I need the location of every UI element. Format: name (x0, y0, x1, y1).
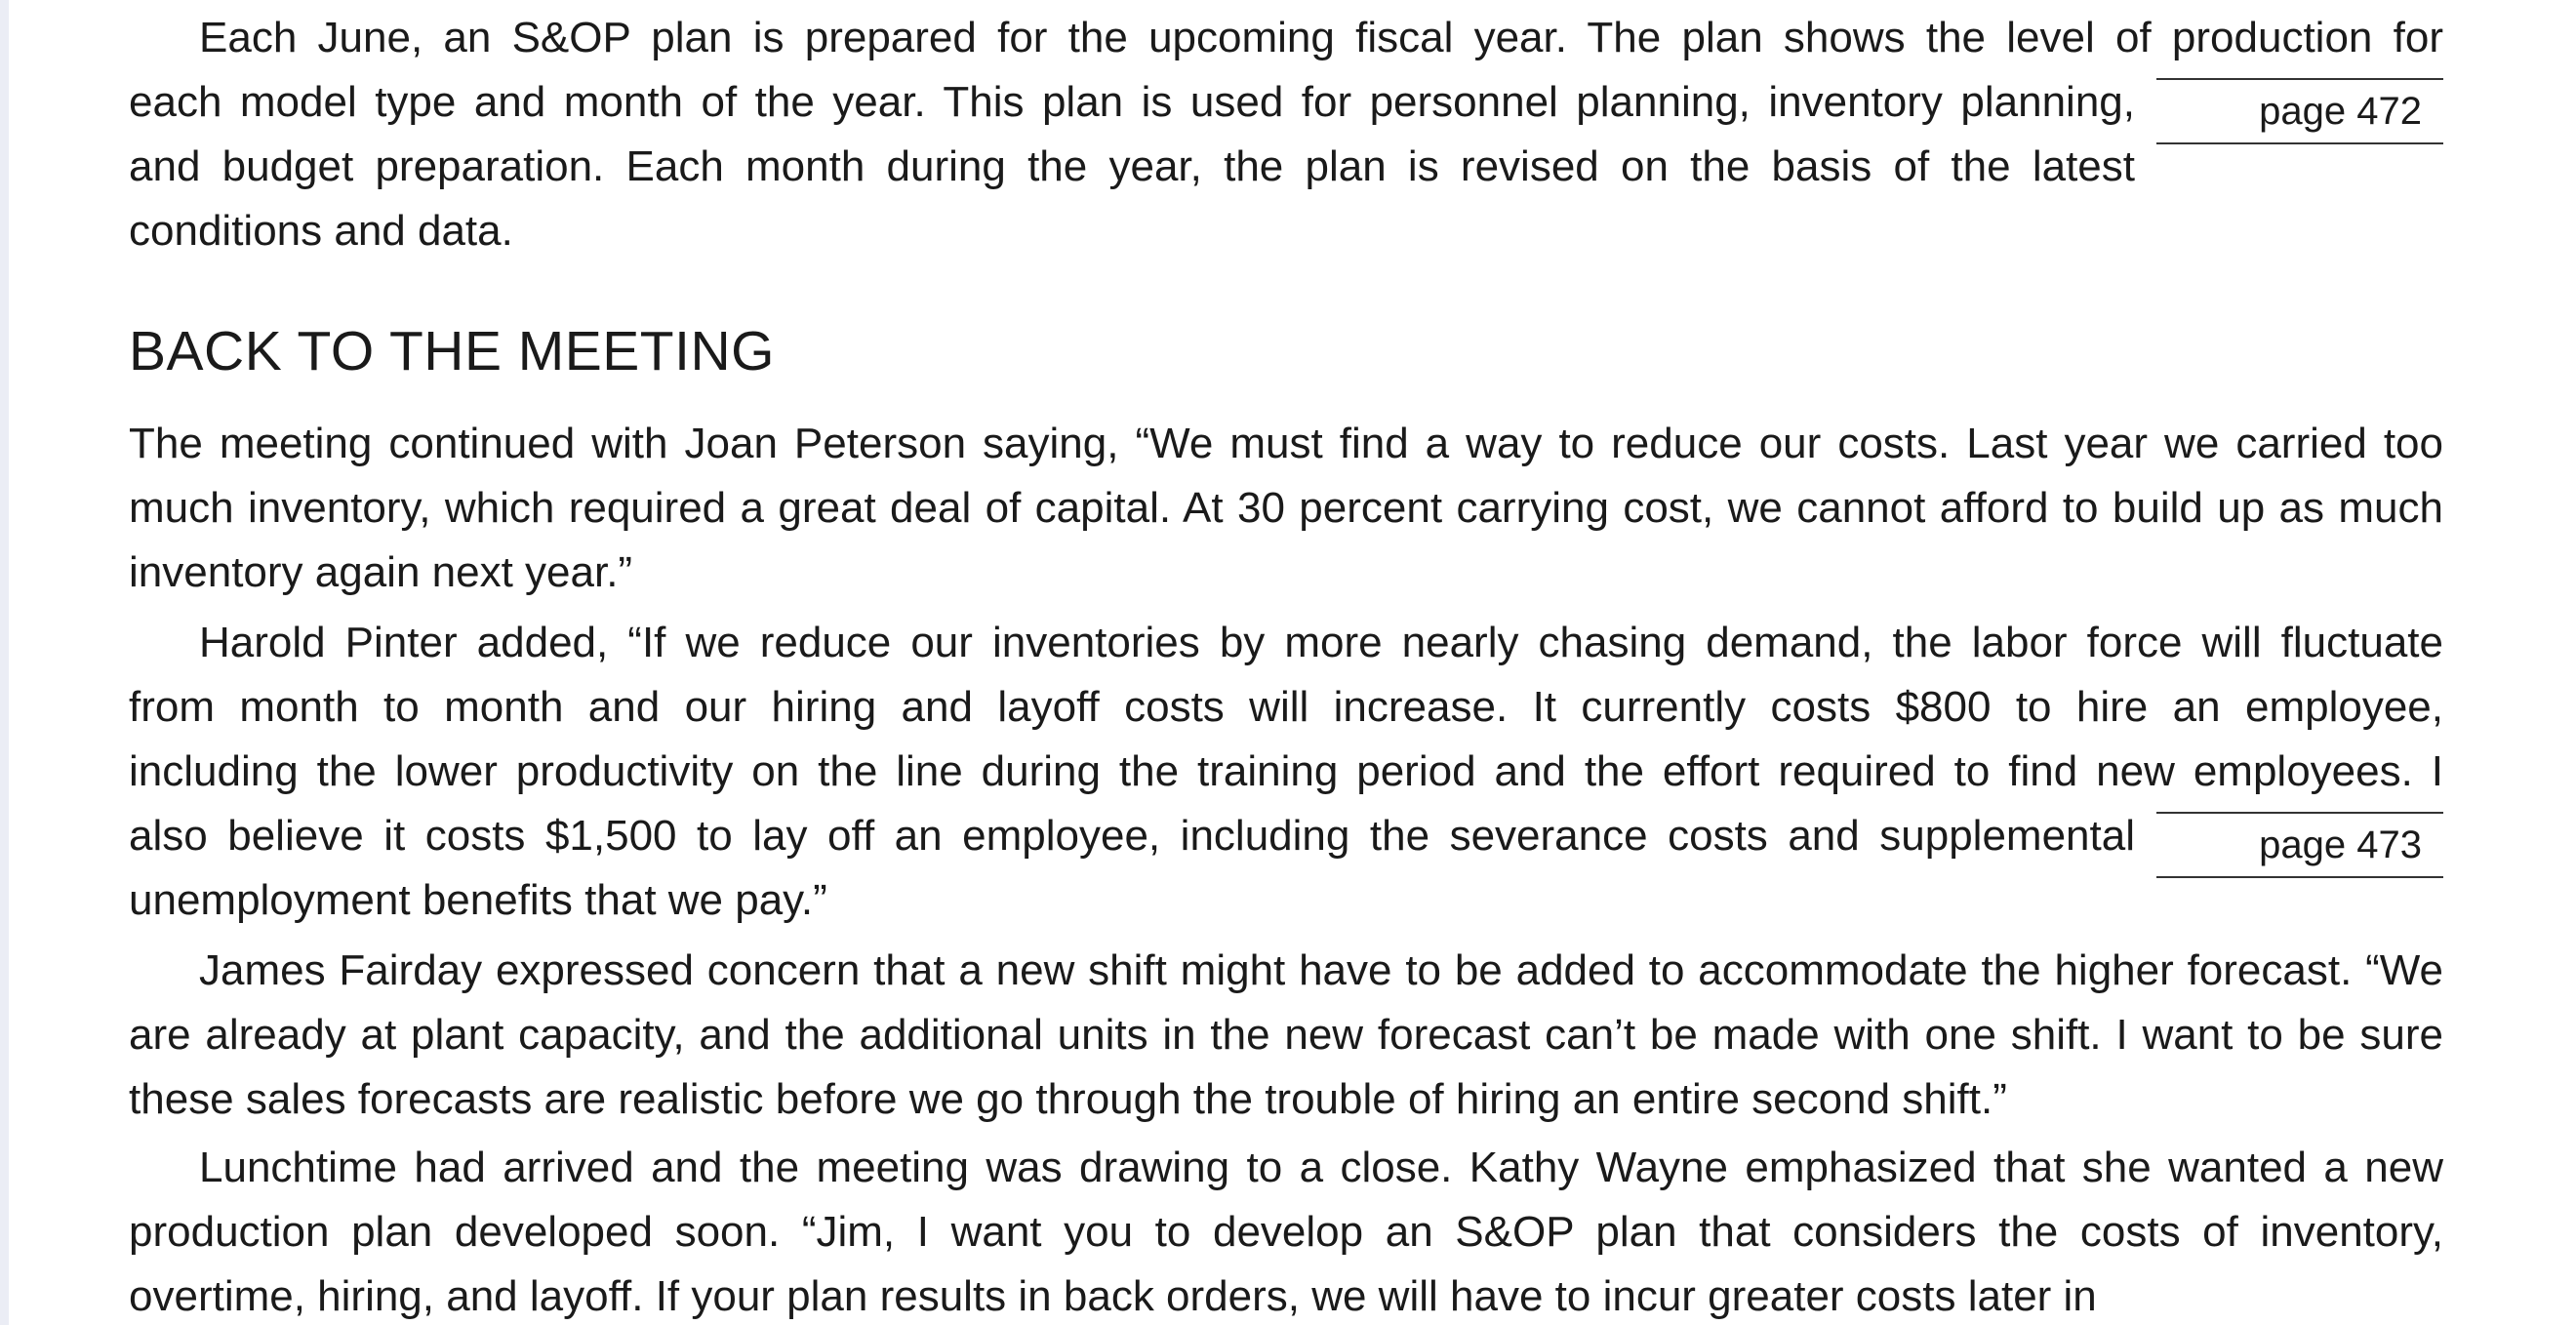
paragraph-line: and budget preparation. Each month during the year, the plan is revised on the basis of the latest (129, 142, 2135, 190)
section-heading: BACK TO THE MEETING (129, 320, 775, 382)
paragraph-line: Harold Pinter added, “If we reduce our inventories by more nearly chasing demand, the labor force will fluctuate (199, 619, 2443, 666)
paragraph-line: including the lower productivity on the line during the training period and the effort required to find new employees. I (129, 747, 2443, 795)
paragraph-line: also believe it costs $1,500 to lay off an employee, including the severance costs and supplemental (129, 812, 2135, 860)
page-reference-473: page 473 (2156, 812, 2443, 878)
left-margin-strip (0, 0, 9, 1325)
paragraph-joan-peterson: The meeting continued with Joan Peterson saying, “We must find a way to reduce our costs. Last year we carried too much inventory, which required a great deal of capital. At 30 percent carrying cost, we cannot afford to build up as much inventory again next year.” (129, 420, 2443, 596)
page-reference-472: page 472 (2156, 78, 2443, 144)
paragraph-line: from month to month and our hiring and layoff costs will increase. It currently costs $800 to hire an employee, (129, 683, 2443, 731)
paragraph-line: each model type and month of the year. This plan is used for personnel planning, inventory planning, (129, 78, 2135, 126)
paragraph-line: conditions and data. (129, 207, 513, 255)
paragraph-kathy-wayne: Lunchtime had arrived and the meeting was drawing to a close. Kathy Wayne emphasized that she wanted a new production plan developed soon. “Jim, I want you to develop an S&OP plan that considers the costs of inventory, overtime, hiring, and layoff. If your plan results in back orders, we will have to incur greater costs later in (129, 1144, 2443, 1320)
paragraph-line: unemployment benefits that we pay.” (129, 876, 827, 924)
document-page (129, 0, 2443, 1325)
paragraph-james-fairday: James Fairday expressed concern that a new shift might have to be added to accommodate the higher forecast. “We are already at plant capacity, and the additional units in the new forecast can’t be made with one shift. I want to be sure these sales forecasts are realistic before we go through the trouble of hiring an entire second shift.” (129, 946, 2443, 1123)
paragraph-line: Each June, an S&OP plan is prepared for the upcoming fiscal year. The plan shows the level of production for (199, 14, 2443, 61)
